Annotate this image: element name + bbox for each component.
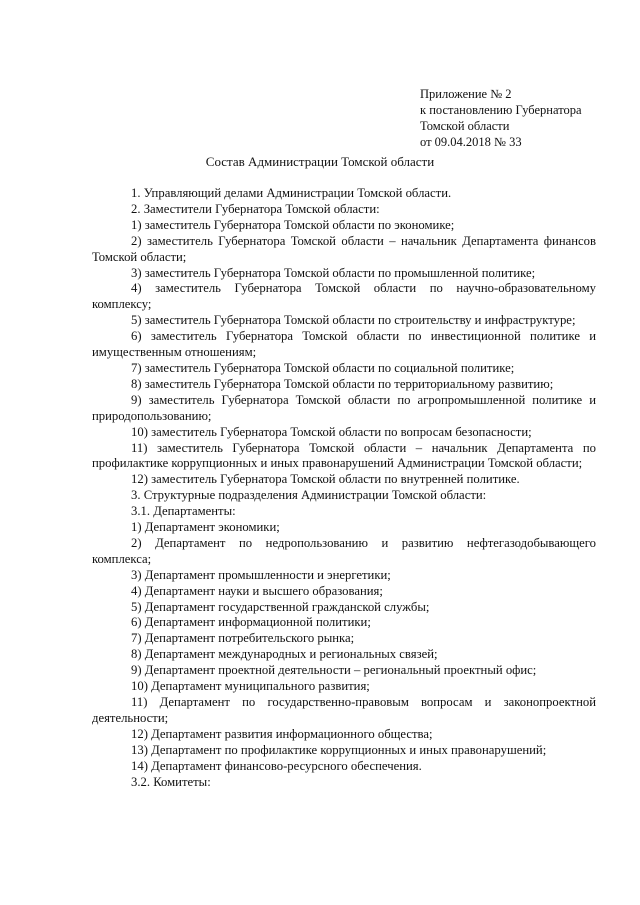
paragraph-item: 6) Департамент информационной политики; <box>131 615 371 630</box>
paragraph-item: 12) Департамент развития информационного общества; <box>131 726 433 741</box>
paragraph-item: 14) Департамент финансово-ресурсного обеспечения. <box>131 758 422 773</box>
paragraph-item: 2) Департамент по недропользованию и развитию нефтегазодобывающего комплекса; <box>92 535 596 566</box>
paragraph-item: 3.2. Комитеты: <box>131 774 211 789</box>
paragraph-item: 3) заместитель Губернатора Томской области по промышленной политике; <box>131 265 536 280</box>
document-title: Состав Администрации Томской области <box>205 154 435 169</box>
paragraph-item: 12) заместитель Губернатора Томской области по внутренней политике. <box>131 472 520 487</box>
paragraph-item: 1. Управляющий делами Администрации Томской области. <box>131 186 452 200</box>
paragraph-item: 4) заместитель Губернатора Томской области по научно-образовательному комплексу; <box>92 281 596 312</box>
paragraph-item: 10) заместитель Губернатора Томской области по вопросам безопасности; <box>131 424 532 439</box>
annex-decree-ref: к постановлению Губернатора <box>420 103 582 117</box>
paragraph-item: 3.1. Департаменты: <box>131 504 236 519</box>
paragraph-item: 7) Департамент потребительского рынка; <box>131 631 355 646</box>
paragraph-item: 3. Структурные подразделения Администрации Томской области: <box>131 488 487 503</box>
document-body <box>92 186 596 790</box>
annex-number: Приложение № 2 <box>420 87 512 101</box>
paragraph-item: 6) заместитель Губернатора Томской области по инвестиционной политике и имущественным отношениям; <box>92 329 596 360</box>
paragraph-item: 7) заместитель Губернатора Томской области по социальной политике; <box>131 360 515 375</box>
paragraph-item: 5) Департамент государственной гражданской службы; <box>131 599 430 614</box>
paragraph-item: 8) Департамент международных и региональных связей; <box>131 647 438 662</box>
paragraph-item: 4) Департамент науки и высшего образования; <box>131 583 383 598</box>
paragraph-item: 2. Заместители Губернатора Томской области: <box>131 201 380 216</box>
paragraph-item: 9) заместитель Губернатора Томской области по агропромышленной политике и природопользованию; <box>92 392 596 423</box>
paragraph-item: 2) заместитель Губернатора Томской области – начальник Департамента финансов Томской области; <box>92 233 596 264</box>
paragraph-item: 9) Департамент проектной деятельности – региональный проектный офис; <box>131 663 537 678</box>
paragraph-item: 1) Департамент экономики; <box>131 520 280 535</box>
annex-header <box>420 86 582 150</box>
paragraph-item: 5) заместитель Губернатора Томской области по строительству и инфраструктуре; <box>131 313 576 328</box>
paragraph-item: 3) Департамент промышленности и энергетики; <box>131 567 391 582</box>
annex-date: от 09.04.2018 № 33 <box>420 135 522 149</box>
paragraph-item: 10) Департамент муниципального развития; <box>131 679 370 694</box>
paragraph-item: 11) Департамент по государственно-правовым вопросам и законопроектной деятельности; <box>92 695 596 725</box>
annex-region: Томской области <box>420 119 510 133</box>
paragraph-item: 8) заместитель Губернатора Томской области по территориальному развитию; <box>131 376 554 391</box>
paragraph-item: 1) заместитель Губернатора Томской области по экономике; <box>131 217 455 232</box>
paragraph-item: 11) заместитель Губернатора Томской области – начальник Департамента по профилактике коррупционных и иных правонарушений Администрации Томской области; <box>92 440 596 471</box>
paragraph-item: 13) Департамент по профилактике коррупционных и иных правонарушений; <box>131 742 547 757</box>
